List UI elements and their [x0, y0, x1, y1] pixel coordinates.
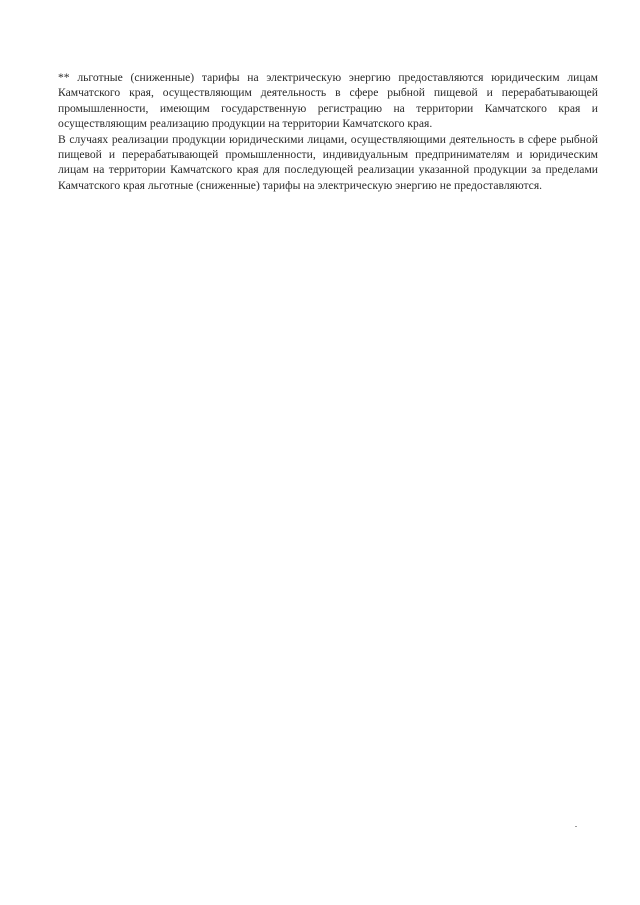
footnote-block: [58, 70, 598, 193]
footnote-paragraph-1: ** льготные (сниженные) тарифы на электрическую энергию предоставляются юридическим лицам Камчатского края, осуществляющим деятельность в сфере рыбной пищевой и перерабатывающей промышленности, имеющим государственную регистрацию на территории Камчатского края и осуществляющим реализацию продукции на территории Камчатского края.: [58, 71, 598, 131]
footnote-paragraph-2: В случаях реализации продукции юридическими лицами, осуществляющими деятельность в сфере рыбной пищевой и перерабатывающей промышленности, индивидуальным предпринимателям и юридическим лицам на территории Камчатского края для последующей реализации указанной продукции за пределами Камчатского края льготные (сниженные) тарифы на электрическую энергию не предоставляются.: [58, 132, 598, 192]
scan-speck: [575, 826, 577, 827]
